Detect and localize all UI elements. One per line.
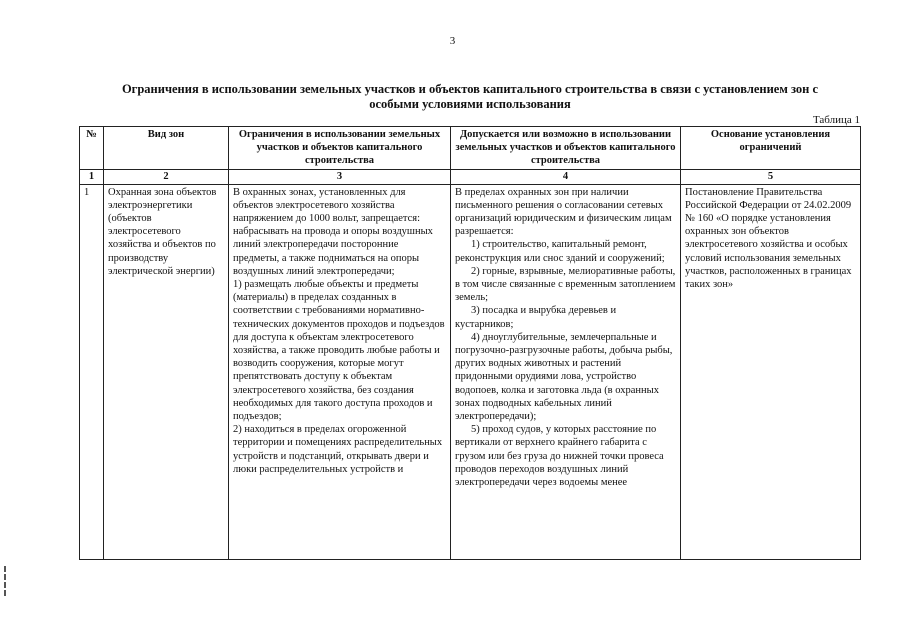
column-number: 4 (451, 169, 681, 184)
allowed-cell (451, 184, 681, 559)
header-allowed: Допускается или возможно в использовании земельных участков и объектов капитального строительства (451, 127, 681, 170)
restriction-paragraph: В охранных зонах, установленных для объектов электросетевого хозяйства напряжением до 1000 вольт, запрещается: (233, 186, 421, 225)
scan-edge-mark (4, 566, 12, 596)
basis-cell: Постановление Правительства Российской Федерации от 24.02.2009 № 160 «О порядке установления охранных зон объектов электросетевого хозяйства и особых условий использования земельных участков, расположенных в границах таких зон» (681, 184, 861, 559)
page-number: 3 (449, 35, 456, 47)
header-basis: Основание установления ограничений (681, 127, 861, 170)
header-restrictions: Ограничения в использовании земельных участков и объектов капитального строительства (229, 127, 451, 170)
allowed-paragraph: 1) строительство, капитальный ремонт, реконструкция или снос зданий и сооружений; (455, 239, 665, 264)
allowed-paragraph: В пределах охранных зон при наличии письменного решения о согласовании сетевых организаций юридическим и физическим лицам разрешается: (455, 186, 672, 238)
restriction-paragraph: 1) размещать любые объекты и предметы (материалы) в пределах созданных в соответствии с требованиями нормативно-технических документов проходов и подъездов для доступа к объектам электросетевого хозяйства, а также проводить любые работы и возводить сооружения, которые могут препятствовать доступу к объектам электросетевого хозяйства, без создания необходимых для такого доступа проходов и подъездов; (233, 279, 445, 423)
allowed-paragraph: 4) дноуглубительные, землечерпальные и погрузочно-разгрузочные работы, добыча рыбы, других водных животных и растений придонными орудиями лова, устройство водопоев, колка и заготовка льда (в охранных зонах подводных кабельных линий электропередачи); (455, 331, 673, 423)
header-zone-type: Вид зон (104, 127, 229, 170)
document-title: Ограничения в использовании земельных участков и объектов капитального строительства в связи с установлением зон с особыми условиями использования (121, 82, 819, 111)
restrictions-cell (229, 184, 451, 559)
restrictions-table (79, 126, 861, 560)
column-number: 2 (104, 169, 229, 184)
zone-type-cell: Охранная зона объектов электроэнергетики (объектов электросетевого хозяйства и объектов по производству электрической энергии) (104, 184, 229, 559)
header-number: № (80, 127, 104, 170)
allowed-paragraph: 3) посадка и вырубка деревьев и кустарников; (455, 305, 617, 330)
row-number: 1 (80, 184, 104, 559)
allowed-paragraph: 5) проход судов, у которых расстояние по вертикали от верхнего крайнего габарита с грузом или без груза до нижней точки провеса проводов переходов воздушных линий электропередачи через водоемы менее (455, 424, 664, 489)
column-number-row (80, 169, 861, 184)
allowed-paragraph: 2) горные, взрывные, мелиоративные работы, в том числе связанные с временным затоплением земель; (455, 265, 676, 304)
restriction-paragraph: набрасывать на провода и опоры воздушных линий электропередачи посторонние предметы, а также подниматься на опоры воздушных линий электропередачи; (233, 226, 433, 277)
column-number: 5 (681, 169, 861, 184)
table-caption: Таблица 1 (812, 114, 860, 126)
restriction-paragraph: 2) находиться в пределах огороженной территории и помещениях распределительных устройств и подстанций, открывать двери и люки распределительных устройств и (233, 424, 443, 475)
table-header-row (80, 127, 861, 170)
table-row (80, 184, 861, 559)
column-number: 3 (229, 169, 451, 184)
column-number: 1 (80, 169, 104, 184)
